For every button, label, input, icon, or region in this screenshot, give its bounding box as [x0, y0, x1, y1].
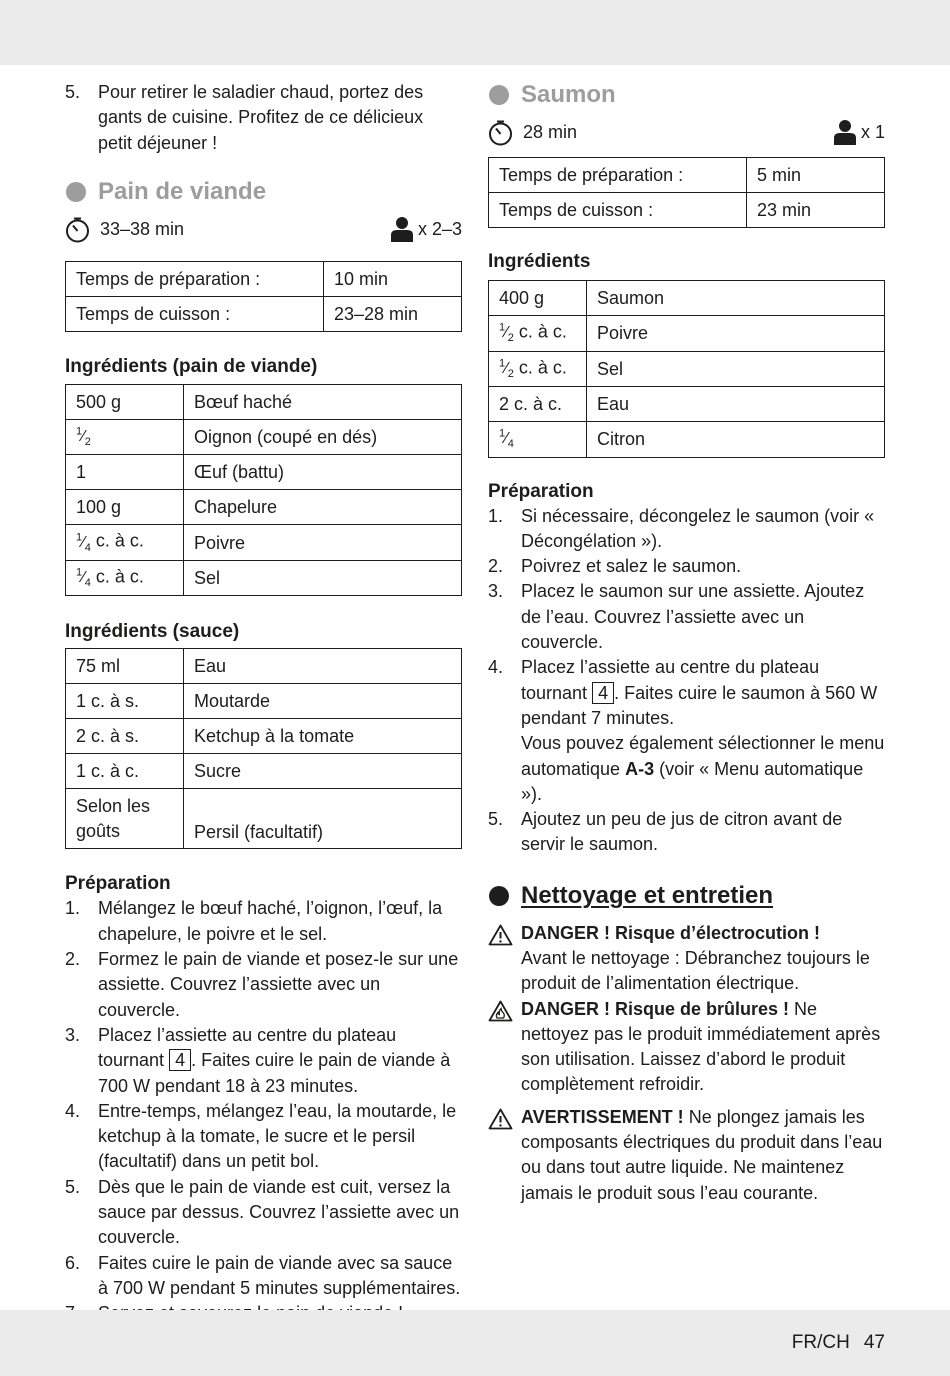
preparation-list — [65, 896, 462, 1326]
right-column — [488, 80, 885, 1206]
list-item: 6. Faites cuire le pain de viande avec sa sauce à 700 W pendant 5 minutes supplémentaires. — [65, 1252, 461, 1298]
ingredients-heading: Ingrédients — [488, 251, 591, 272]
preparation-heading: Préparation — [488, 480, 594, 502]
bullet-icon — [489, 886, 509, 906]
table-row: $^1⁄_2$ Oignon (coupé en dés) — [66, 419, 462, 455]
page-info — [792, 1332, 885, 1354]
table-row: $^1⁄_4$ c. à c. Sel — [66, 560, 462, 596]
table-row: 2 c. à c. Eau — [489, 387, 885, 422]
warning-water: AVERTISSEMENT ! Ne plongez jamais les composants électriques du produit dans l’eau ou dans tout autre liquide. Ne maintenez jamais le produit sous l’eau courante. — [488, 1105, 885, 1206]
table-row: 100 g Chapelure — [66, 490, 462, 525]
list-item: 5. Ajoutez un peu de jus de citron avant de servir le saumon. — [488, 809, 843, 855]
preparation-heading: Préparation — [65, 873, 171, 895]
table-row: $^1⁄_2$ c. à c. Sel — [489, 351, 885, 387]
list-item: 4. Placez l’assiette au centre du plateau tournant 4 . Faites cuire le saumon à 560 W pendant 7 minutes. Vous pouvez également sélectionner le menu automatique A-3 (voir « Menu automatique »). — [488, 657, 885, 804]
list-item: 2. Poivrez et salez le saumon. — [488, 556, 742, 577]
person-icon — [834, 119, 856, 145]
table-row: 500 g Bœuf haché — [66, 384, 462, 419]
list-item: 3. Placez le saumon sur une assiette. Ajoutez de l’eau. Couvrez l’assiette avec un couvercle. — [488, 581, 865, 653]
cook-time: 33–38 min — [100, 218, 185, 239]
warning-triangle-icon — [488, 924, 513, 946]
sauce-heading: Ingrédients (sauce) — [65, 621, 240, 643]
part-number-box: 4 — [169, 1049, 191, 1071]
table-row: 1 c. à c. Sucre — [66, 754, 462, 789]
table-row: Temps de cuisson : 23–28 min — [66, 296, 462, 331]
list-item: 3. Placez l’assiette au centre du plateau tournant 4 . Faites cuire le pain de viande à 700 W pendant 18 à 23 minutes. — [65, 1024, 451, 1096]
bullet-icon — [489, 85, 509, 105]
step-number: 5. — [65, 82, 81, 102]
table-row: Temps de préparation : 5 min — [489, 158, 885, 193]
recipe-meta — [65, 215, 462, 245]
sauce-table — [65, 648, 462, 849]
servings: x 1 — [834, 122, 885, 145]
section-title-saumon: Saumon — [488, 80, 885, 110]
footer-band — [0, 1310, 950, 1376]
preparation-list — [488, 504, 885, 858]
table-row: Selon les goûts Persil (facultatif) — [66, 789, 462, 849]
header-band — [0, 0, 950, 65]
fire-hazard-icon — [488, 1000, 513, 1022]
step-text: Pour retirer le saladier chaud, portez des gants de cuisine. Profitez de ce délicieux petit déjeuner ! — [98, 82, 424, 153]
list-item: 2. Formez le pain de viande et posez-le sur une assiette. Couvrez l’assiette avec un couvercle. — [65, 949, 459, 1020]
table-row: $^1⁄_2$ c. à c. Poivre — [489, 316, 885, 352]
ingredients-table — [65, 384, 462, 597]
table-row: 1 c. à s. Moutarde — [66, 684, 462, 719]
recipe-meta — [488, 118, 885, 148]
cook-time: 28 min — [523, 122, 578, 142]
table-row: 75 ml Eau — [66, 649, 462, 684]
ingredients-table — [488, 280, 885, 458]
table-row: $^1⁄_4$ c. à c. Poivre — [66, 525, 462, 561]
list-item: 1. Si nécessaire, décongelez le saumon (voir « Décongélation »). — [488, 505, 875, 551]
person-icon — [391, 216, 413, 242]
timer-icon — [65, 217, 90, 243]
ingredients-heading: Ingrédients (pain de viande) — [65, 355, 318, 377]
table-row: Temps de préparation : 10 min — [66, 261, 462, 296]
table-row: 1 Œuf (battu) — [66, 455, 462, 490]
page-number: 47 — [863, 1332, 885, 1353]
timer-icon — [488, 120, 513, 146]
bullet-icon — [66, 182, 86, 202]
table-row: Temps de cuisson : 23 min — [489, 193, 885, 228]
warning-triangle-icon — [488, 1108, 513, 1130]
table-row: 2 c. à s. Ketchup à la tomate — [66, 719, 462, 754]
warning-electrocution: DANGER ! Risque d’électrocution ! Avant le nettoyage : Débranchez toujours le produit de l’alimentation électrique. — [488, 921, 885, 997]
times-table — [488, 157, 885, 228]
intro-step-list — [65, 80, 462, 156]
list-item — [65, 80, 462, 156]
times-table — [65, 261, 462, 332]
list-item: 1. Mélangez le bœuf haché, l’oignon, l’œuf, la chapelure, le poivre et le sel. — [65, 898, 443, 944]
list-item: 5. Dès que le pain de viande est cuit, versez la sauce par dessus. Couvrez l’assiette avec un couvercle. — [65, 1176, 460, 1248]
language-code: FR/CH — [791, 1332, 850, 1353]
servings: x 2–3 — [391, 219, 462, 242]
table-row: 400 g Saumon — [489, 281, 885, 316]
left-column — [65, 80, 462, 1326]
warning-burns: DANGER ! Risque de brûlures ! Ne nettoyez pas le produit immédiatement après son utilisation. Laissez d’abord le produit complètement refroidir. — [488, 997, 885, 1098]
table-row: $^1⁄_4$ Citron — [489, 422, 885, 458]
list-item: 4. Entre-temps, mélangez l’eau, la moutarde, le ketchup à la tomate, le sucre et le persil (facultatif) dans un petit bol. — [65, 1100, 457, 1172]
section-title-pain-de-viande: Pain de viande — [65, 177, 462, 207]
section-title-cleaning: Nettoyage et entretien — [488, 881, 885, 911]
part-number-box: 4 — [592, 682, 614, 704]
